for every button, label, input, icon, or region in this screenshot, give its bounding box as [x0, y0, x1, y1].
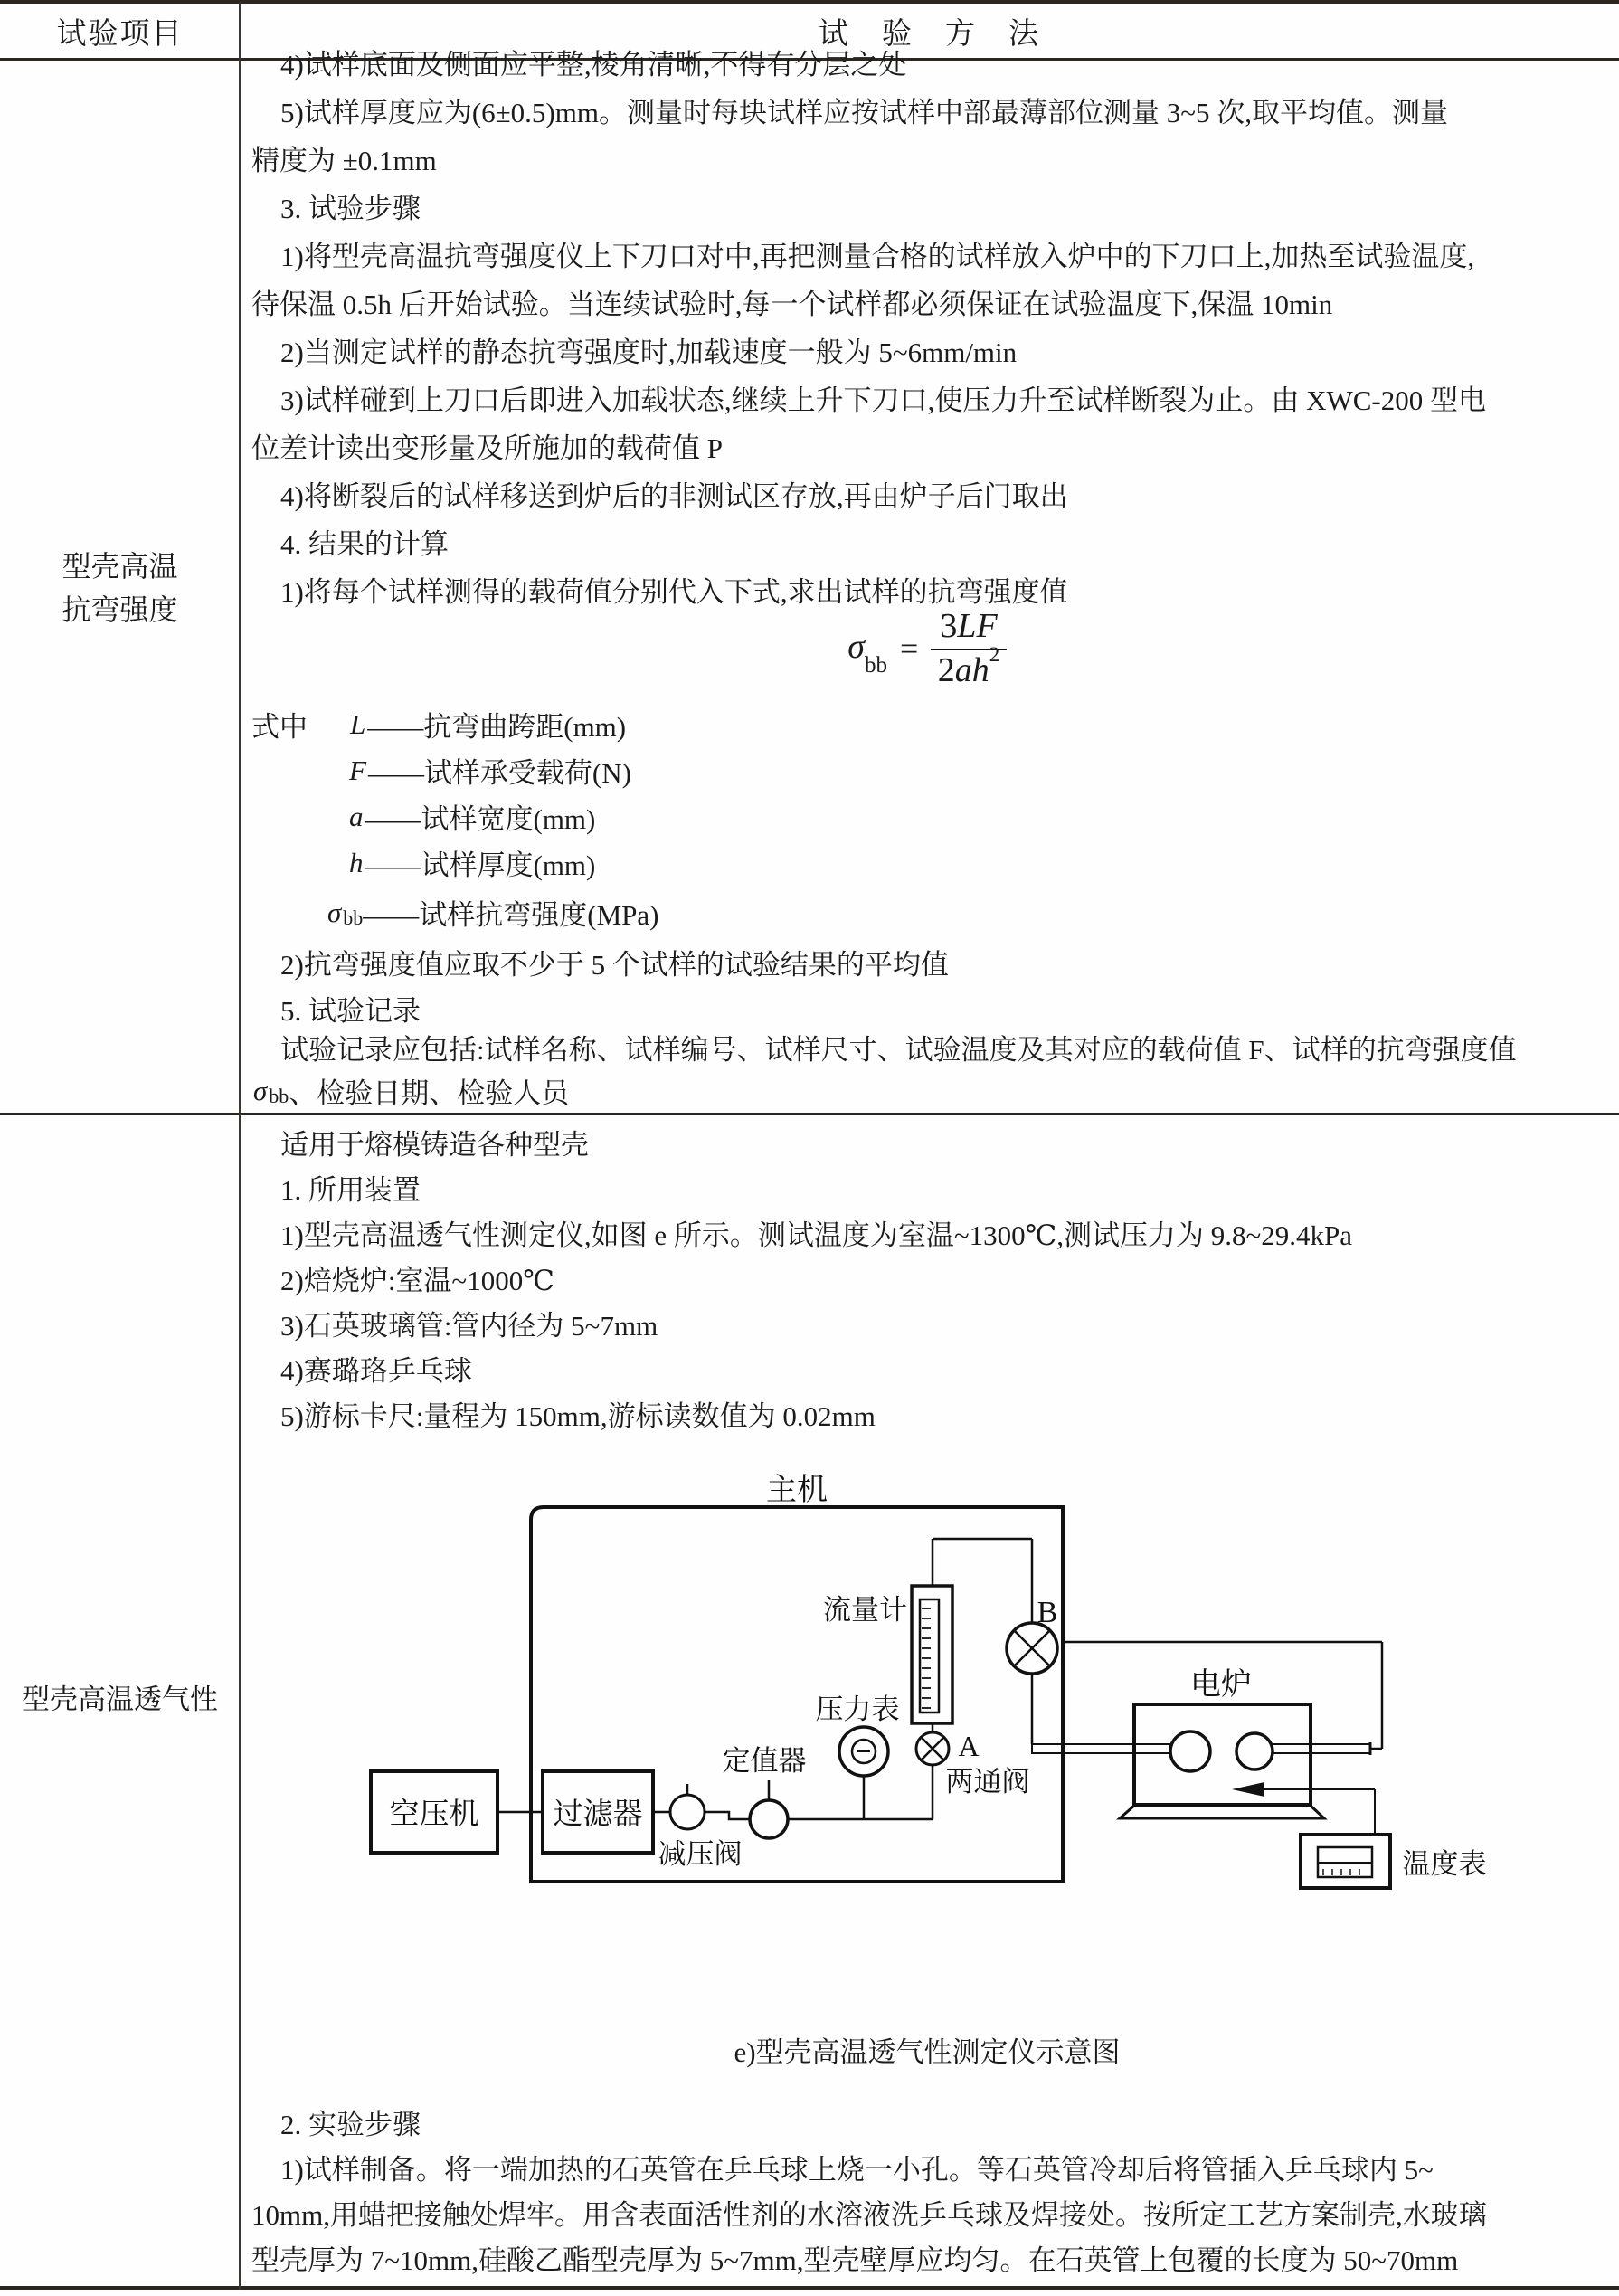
reducer-valve [670, 1784, 705, 1829]
text-line: 4)赛璐珞乒乓球 [280, 1355, 472, 1387]
formula-bending-strength [240, 608, 1614, 690]
where-line-F: F ——试样承受载荷(N) [349, 754, 631, 789]
label-flow-meter: 流量计 [823, 1594, 907, 1626]
quartz-tube [1032, 1742, 1370, 1755]
text-line: 1)将型壳高温抗弯强度仪上下刀口对中,再把测量合格的试样放入炉中的下刀口上,加热至试验温度, [280, 241, 1475, 272]
figure-caption: e)型壳高温透气性测定仪示意图 [734, 2035, 1121, 2068]
text-line-sigma-tail: σ bb 、检验日期、检验人员 [253, 1074, 570, 1109]
label-valve-b: B [1037, 1596, 1058, 1629]
label-valve-a: A [958, 1730, 980, 1762]
text-line: 4)试样底面及侧面应平整,棱角清晰,不得有分层之处 [280, 49, 907, 81]
table-top-border [0, 0, 1619, 4]
label-filter: 过滤器 [553, 1798, 643, 1831]
text-line: 3)石英玻璃管:管内径为 5~7mm [280, 1310, 658, 1342]
text-line: 2)抗弯强度值应取不少于 5 个试样的试验结果的平均值 [280, 949, 949, 981]
text-line: 3)试样碰到上刀口后即进入加载状态,继续上升下刀口,使压力升至试样断裂为止。由 XWC-200 型电 [280, 384, 1486, 416]
text-line: 1)将每个试样测得的载荷值分别代入下式,求出试样的抗弯强度值 [280, 576, 1068, 608]
row1-label-line1: 型壳高温 [62, 550, 178, 583]
fraction-denominator: $2ah^2$ [937, 643, 1000, 689]
label-setter: 定值器 [722, 1745, 807, 1777]
text-line: 5. 试验记录 [280, 995, 421, 1027]
thermocouple-arrow [1232, 1782, 1375, 1835]
text-line: 2)焙烧炉:室温~1000℃ [280, 1265, 554, 1296]
text-line: 4)将断裂后的试样移送到炉后的非测试区存放,再由炉子后门取出 [280, 480, 1068, 512]
pressure-gauge [839, 1727, 888, 1776]
text-line: 试验记录应包括:试样名称、试样编号、试样尺寸、试验温度及其对应的载荷值 F、试样的抗弯强度值 [280, 1034, 1517, 1066]
label-reducer: 减压阀 [658, 1838, 743, 1870]
text-line: 4. 结果的计算 [280, 528, 449, 560]
text-line: 5)游标卡尺:量程为 150mm,游标读数值为 0.02mm [280, 1400, 876, 1432]
label-main-unit: 主机 [766, 1474, 828, 1507]
row1-label-line2: 抗弯强度 [62, 593, 178, 626]
where-line-L: 式中 L ——抗弯曲跨距(mm) [251, 707, 627, 743]
column-header-test-method: 试 验 方 法 [819, 17, 1040, 51]
row2-label-line1: 型壳高温透气性 [22, 1684, 218, 1715]
label-pressure: 压力表 [815, 1694, 900, 1725]
text-line: 1. 所用装置 [280, 1174, 421, 1206]
text-line: 1)型壳高温透气性测定仪,如图 e 所示。测试温度为室温~1300℃,测试压力为 9.8~29.4kPa [280, 1219, 1353, 1251]
text-line: 型壳厚为 7~10mm,硅酸乙酯型壳厚为 5~7mm,型壳壁厚应均匀。在石英管上包覆的长度为 50~70mm [251, 2244, 1459, 2276]
where-line-sigma: σ bb ——试样抗弯强度(MPa) [327, 896, 659, 931]
valve-b [1007, 1623, 1057, 1674]
setter-valve [750, 1780, 788, 1838]
label-compressor: 空压机 [389, 1798, 479, 1831]
where-line-h: h ——试样厚度(mm) [349, 846, 596, 881]
text-line: 10mm,用蜡把接触处焊牢。用含表面活性剂的水溶液洗乒乓球及焊接处。按所定工艺方案制壳,水玻璃 [251, 2199, 1487, 2231]
text-line: 1)试样制备。将一端加热的石英管在乒乓球上烧一小孔。等石英管冷却后将管插入乒乓球内 5~ [280, 2154, 1434, 2186]
text-line: 精度为 ±0.1mm [251, 145, 437, 176]
column-header-test-item: 试验项目 [56, 17, 184, 51]
text-line: 2. 实验步骤 [280, 2109, 421, 2140]
where-line-a: a ——试样宽度(mm) [349, 800, 596, 835]
text-line: 待保温 0.5h 后开始试验。当连续试验时,每一个试样都必须保证在试验温度下,保温 10min [251, 289, 1333, 320]
label-furnace: 电炉 [1190, 1668, 1252, 1702]
text-line: 适用于熔模铸造各种型壳 [280, 1129, 589, 1161]
row1-label [0, 545, 240, 631]
text-line: 3. 试验步骤 [280, 193, 421, 224]
permeability-tester-diagram [0, 1447, 1619, 1954]
label-two-way: 两通阀 [945, 1766, 1030, 1798]
flow-meter [912, 1586, 952, 1723]
label-thermometer: 温度表 [1402, 1848, 1487, 1880]
formula-lhs: $\sigma_{bb}$ [847, 627, 888, 678]
text-line: 5)试样厚度应为(6±0.5)mm。测量时每块试样应按试样中部最薄部位测量 3~5 次,取平均值。测量 [280, 97, 1448, 128]
two-way-valve-a [916, 1732, 949, 1765]
fraction [931, 608, 1006, 690]
furnace [1120, 1704, 1324, 1818]
fraction-numerator: 3LF [931, 608, 1006, 650]
equals-sign: = [900, 631, 919, 668]
text-line: 位差计读出变形量及所施加的载荷值 P [251, 432, 723, 464]
table-bottom-border [0, 2286, 1619, 2290]
text-line: 2)当测定试样的静态抗弯强度时,加载速度一般为 5~6mm/min [280, 337, 1018, 368]
thermometer-box [1301, 1835, 1390, 1888]
